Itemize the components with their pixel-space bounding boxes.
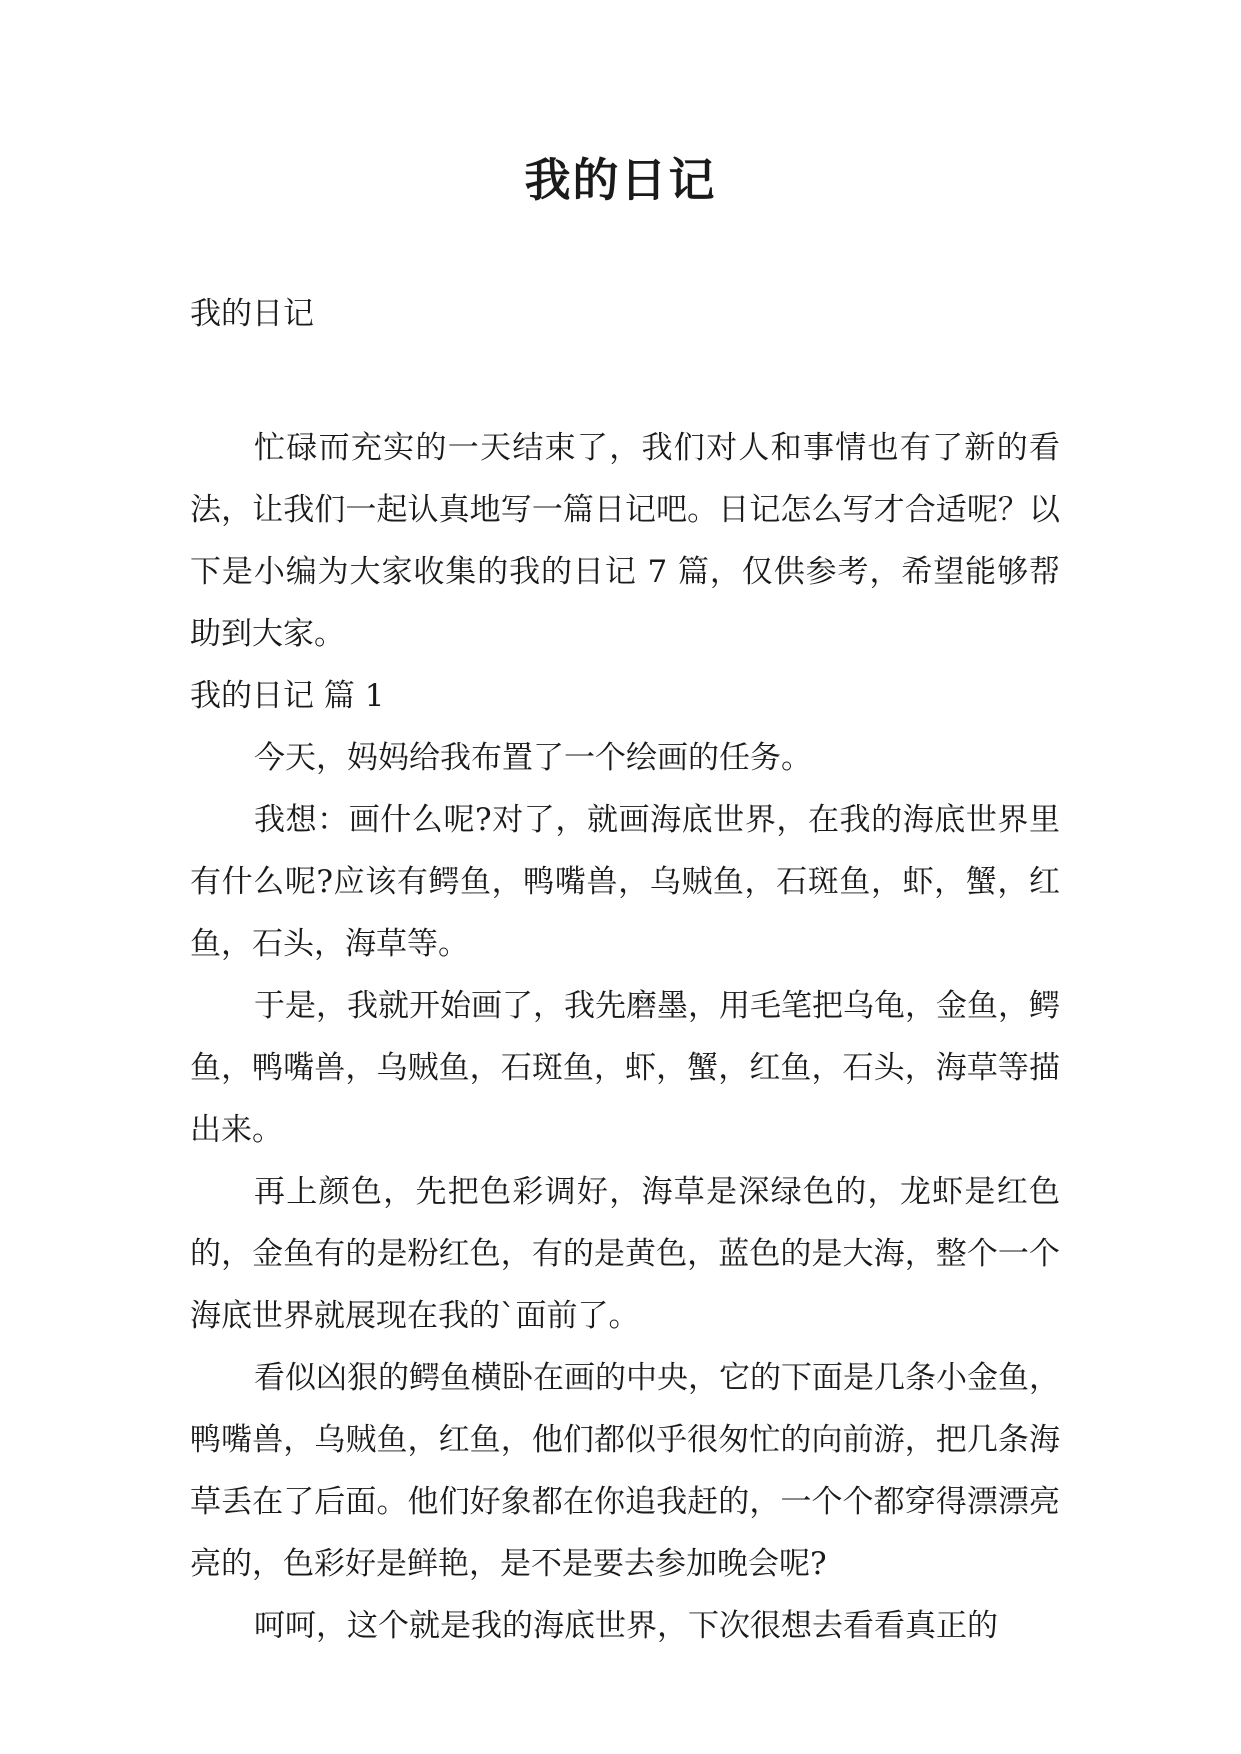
section-heading: 我的日记 篇 1	[190, 678, 385, 714]
document-title: 我的日记	[524, 153, 717, 207]
body-paragraph: 呵呵，这个就是我的海底世界，下次很想去看看真正的	[254, 1608, 998, 1644]
document-body	[190, 283, 1060, 1657]
body-paragraph: 我想：画什么呢?对了，就画海底世界，在我的海底世界里有什么呢?应该有鳄鱼，鸭嘴兽，乌贼鱼，石斑鱼，虾，蟹，红鱼，石头，海草等。	[190, 802, 1060, 962]
body-paragraph: 看似凶狠的鳄鱼横卧在画的中央，它的下面是几条小金鱼，鸭嘴兽，乌贼鱼，红鱼，他们都似乎很匆忙的向前游，把几条海草丢在了后面。他们好象都在你追我赶的，一个个都穿得漂漂亮亮的，色彩好是鲜艳，是不是要去参加晚会呢?	[190, 1360, 1060, 1582]
intro-paragraph: 忙碌而充实的一天结束了，我们对人和事情也有了新的看法，让我们一起认真地写一篇日记吧。日记怎么写才合适呢？以下是小编为大家收集的我的日记 7 篇，仅供参考，希望能够帮助到大家。	[190, 430, 1060, 652]
body-paragraph: 再上颜色，先把色彩调好，海草是深绿色的，龙虾是红色的，金鱼有的是粉红色，有的是黄色，蓝色的是大海，整个一个海底世界就展现在我的`面前了。	[190, 1174, 1060, 1334]
body-paragraph: 于是，我就开始画了，我先磨墨，用毛笔把乌龟，金鱼，鳄鱼，鸭嘴兽，乌贼鱼，石斑鱼，虾，蟹，红鱼，石头，海草等描出来。	[190, 988, 1060, 1148]
body-paragraph: 今天，妈妈给我布置了一个绘画的任务。	[254, 740, 812, 776]
document-subtitle: 我的日记	[190, 296, 314, 332]
